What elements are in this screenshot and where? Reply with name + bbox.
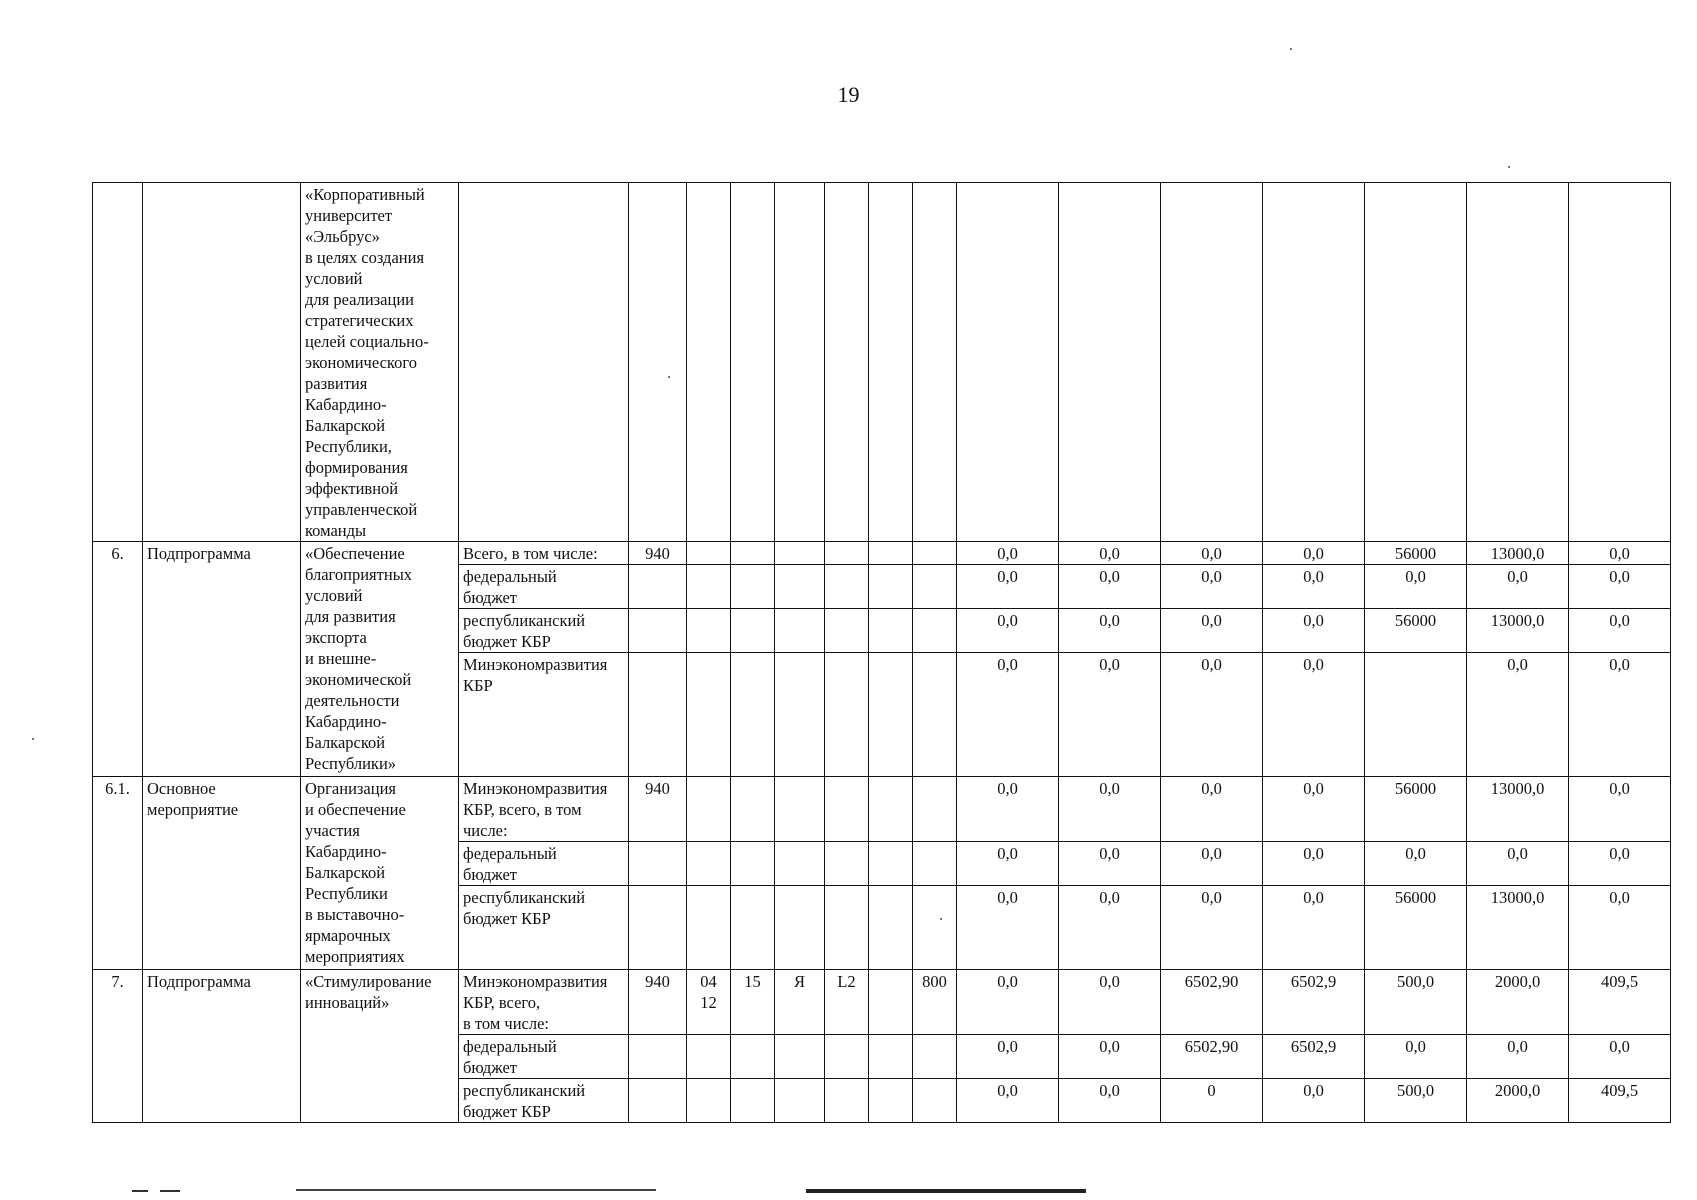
code-program xyxy=(731,886,775,970)
row-number: 6. xyxy=(93,542,143,777)
funding-source: федеральный бюджет xyxy=(459,565,629,609)
value-year-4: 6502,9 xyxy=(1263,1035,1365,1079)
value-year-1: 0,0 xyxy=(957,609,1059,653)
code-section xyxy=(687,653,731,777)
funding-source: федеральный бюджет xyxy=(459,842,629,886)
scan-speck xyxy=(668,376,670,378)
code-extra xyxy=(869,842,913,886)
table-row xyxy=(93,542,1671,565)
budget-table xyxy=(92,182,1671,1123)
code-vr xyxy=(913,183,957,542)
value-year-2: 0,0 xyxy=(1059,565,1161,609)
value-year-3: 0,0 xyxy=(1161,565,1263,609)
funding-source: Минэкономразвития КБР xyxy=(459,653,629,777)
row-name: «Корпоративный университет «Эльбрус» в целях создания условий для реализации стратегических целей социально- экономического развития Кабардино- Балкарской Республики, формирования эффективной управленческой команды xyxy=(301,183,459,542)
scan-speck xyxy=(32,738,34,740)
code-program: 15 xyxy=(731,970,775,1035)
code-grbs xyxy=(629,1079,687,1123)
value-year-6: 2000,0 xyxy=(1467,970,1569,1035)
value-year-4: 0,0 xyxy=(1263,609,1365,653)
row-number xyxy=(93,183,143,542)
value-year-6: 13000,0 xyxy=(1467,886,1569,970)
value-year-1: 0,0 xyxy=(957,842,1059,886)
value-year-1: 0,0 xyxy=(957,653,1059,777)
code-extra xyxy=(869,886,913,970)
code-event xyxy=(825,653,869,777)
value-year-7: 0,0 xyxy=(1569,1035,1671,1079)
code-grbs: 940 xyxy=(629,970,687,1035)
value-year-2: 0,0 xyxy=(1059,1079,1161,1123)
code-event: L2 xyxy=(825,970,869,1035)
code-extra xyxy=(869,542,913,565)
value-year-2: 0,0 xyxy=(1059,542,1161,565)
code-subprogram xyxy=(775,842,825,886)
value-year-7: 0,0 xyxy=(1569,653,1671,777)
value-year-1: 0,0 xyxy=(957,542,1059,565)
table-row xyxy=(93,777,1671,842)
code-grbs xyxy=(629,1035,687,1079)
code-event xyxy=(825,886,869,970)
code-program xyxy=(731,842,775,886)
value-year-5: 56000 xyxy=(1365,777,1467,842)
code-event xyxy=(825,542,869,565)
code-vr xyxy=(913,565,957,609)
value-year-6: 13000,0 xyxy=(1467,542,1569,565)
value-year-3: 0,0 xyxy=(1161,886,1263,970)
code-event xyxy=(825,609,869,653)
value-year-6: 0,0 xyxy=(1467,653,1569,777)
code-event xyxy=(825,777,869,842)
code-program xyxy=(731,653,775,777)
code-section xyxy=(687,609,731,653)
value-year-5: 0,0 xyxy=(1365,1035,1467,1079)
code-vr xyxy=(913,542,957,565)
code-subprogram xyxy=(775,777,825,842)
table-row xyxy=(93,183,1671,542)
value-year-6: 13000,0 xyxy=(1467,609,1569,653)
code-section: 04 12 xyxy=(687,970,731,1035)
code-vr: 800 xyxy=(913,970,957,1035)
value-year-1: 0,0 xyxy=(957,1035,1059,1079)
value-year-4: 6502,9 xyxy=(1263,970,1365,1035)
code-vr xyxy=(913,1079,957,1123)
value-year-1: 0,0 xyxy=(957,970,1059,1035)
row-number: 6.1. xyxy=(93,777,143,970)
value-year-1: 0,0 xyxy=(957,1079,1059,1123)
value-year-5: 500,0 xyxy=(1365,1079,1467,1123)
value-year-1: 0,0 xyxy=(957,777,1059,842)
funding-source: Всего, в том числе: xyxy=(459,542,629,565)
code-subprogram: Я xyxy=(775,970,825,1035)
code-grbs: 940 xyxy=(629,542,687,565)
value-year-5: 0,0 xyxy=(1365,565,1467,609)
code-vr xyxy=(913,886,957,970)
code-grbs xyxy=(629,183,687,542)
code-subprogram xyxy=(775,542,825,565)
code-subprogram xyxy=(775,609,825,653)
code-grbs xyxy=(629,609,687,653)
value-year-7: 0,0 xyxy=(1569,542,1671,565)
value-year-3: 0,0 xyxy=(1161,777,1263,842)
code-vr xyxy=(913,653,957,777)
scan-artifact xyxy=(806,1189,1086,1193)
value-year-2: 0,0 xyxy=(1059,1035,1161,1079)
value-year-7: 409,5 xyxy=(1569,1079,1671,1123)
funding-source: республиканский бюджет КБР xyxy=(459,609,629,653)
funding-source: Минэкономразвития КБР, всего, в том числе: xyxy=(459,970,629,1035)
code-subprogram xyxy=(775,1079,825,1123)
scan-speck xyxy=(940,918,942,920)
value-year-2 xyxy=(1059,183,1161,542)
row-name: «Обеспечение благоприятных условий для развития экспорта и внешне- экономической деятельности Кабардино- Балкарской Республики» xyxy=(301,542,459,777)
funding-source: Минэкономразвития КБР, всего, в том числе: xyxy=(459,777,629,842)
code-program xyxy=(731,183,775,542)
value-year-3: 0,0 xyxy=(1161,542,1263,565)
code-vr xyxy=(913,842,957,886)
value-year-2: 0,0 xyxy=(1059,970,1161,1035)
code-subprogram xyxy=(775,565,825,609)
scan-artifact xyxy=(160,1190,180,1192)
code-vr xyxy=(913,777,957,842)
value-year-5: 0,0 xyxy=(1365,842,1467,886)
code-section xyxy=(687,565,731,609)
value-year-7: 409,5 xyxy=(1569,970,1671,1035)
value-year-1 xyxy=(957,183,1059,542)
code-event xyxy=(825,1035,869,1079)
code-section xyxy=(687,777,731,842)
value-year-2: 0,0 xyxy=(1059,842,1161,886)
value-year-7: 0,0 xyxy=(1569,886,1671,970)
value-year-2: 0,0 xyxy=(1059,653,1161,777)
row-type: Подпрограмма xyxy=(143,542,301,777)
code-event xyxy=(825,842,869,886)
value-year-6: 0,0 xyxy=(1467,1035,1569,1079)
value-year-4: 0,0 xyxy=(1263,842,1365,886)
code-program xyxy=(731,565,775,609)
value-year-3: 0,0 xyxy=(1161,842,1263,886)
code-section xyxy=(687,542,731,565)
code-event xyxy=(825,1079,869,1123)
code-section xyxy=(687,886,731,970)
funding-source xyxy=(459,183,629,542)
value-year-4: 0,0 xyxy=(1263,777,1365,842)
code-grbs xyxy=(629,886,687,970)
value-year-3: 0 xyxy=(1161,1079,1263,1123)
code-subprogram xyxy=(775,653,825,777)
code-section xyxy=(687,842,731,886)
code-subprogram xyxy=(775,886,825,970)
value-year-3: 0,0 xyxy=(1161,653,1263,777)
row-type xyxy=(143,183,301,542)
value-year-5: 56000 xyxy=(1365,886,1467,970)
code-grbs xyxy=(629,842,687,886)
value-year-4 xyxy=(1263,183,1365,542)
row-name: «Стимулирование инноваций» xyxy=(301,970,459,1123)
value-year-6: 0,0 xyxy=(1467,842,1569,886)
code-extra xyxy=(869,565,913,609)
funding-source: республиканский бюджет КБР xyxy=(459,1079,629,1123)
value-year-3: 6502,90 xyxy=(1161,1035,1263,1079)
value-year-5 xyxy=(1365,653,1467,777)
funding-source: федеральный бюджет xyxy=(459,1035,629,1079)
code-grbs xyxy=(629,653,687,777)
table-row xyxy=(93,970,1671,1035)
value-year-2: 0,0 xyxy=(1059,886,1161,970)
value-year-3: 6502,90 xyxy=(1161,970,1263,1035)
code-extra xyxy=(869,653,913,777)
row-name: Организация и обеспечение участия Кабардино- Балкарской Республики в выставочно- ярмарочных мероприятиях xyxy=(301,777,459,970)
code-program xyxy=(731,542,775,565)
value-year-5 xyxy=(1365,183,1467,542)
code-extra xyxy=(869,1035,913,1079)
value-year-5: 56000 xyxy=(1365,609,1467,653)
row-type: Подпрограмма xyxy=(143,970,301,1123)
value-year-2: 0,0 xyxy=(1059,777,1161,842)
code-section xyxy=(687,1035,731,1079)
value-year-3 xyxy=(1161,183,1263,542)
value-year-4: 0,0 xyxy=(1263,542,1365,565)
code-section xyxy=(687,183,731,542)
value-year-7: 0,0 xyxy=(1569,777,1671,842)
code-vr xyxy=(913,1035,957,1079)
value-year-5: 56000 xyxy=(1365,542,1467,565)
code-program xyxy=(731,609,775,653)
value-year-7: 0,0 xyxy=(1569,565,1671,609)
value-year-1: 0,0 xyxy=(957,565,1059,609)
value-year-2: 0,0 xyxy=(1059,609,1161,653)
code-section xyxy=(687,1079,731,1123)
value-year-7: 0,0 xyxy=(1569,842,1671,886)
code-program xyxy=(731,1079,775,1123)
code-event xyxy=(825,565,869,609)
value-year-6: 2000,0 xyxy=(1467,1079,1569,1123)
value-year-4: 0,0 xyxy=(1263,886,1365,970)
row-type: Основное мероприятие xyxy=(143,777,301,970)
scan-speck xyxy=(1290,48,1292,50)
code-extra xyxy=(869,1079,913,1123)
value-year-7 xyxy=(1569,183,1671,542)
value-year-6: 13000,0 xyxy=(1467,777,1569,842)
row-number: 7. xyxy=(93,970,143,1123)
value-year-5: 500,0 xyxy=(1365,970,1467,1035)
code-program xyxy=(731,1035,775,1079)
page-number: 19 xyxy=(837,82,860,107)
code-extra xyxy=(869,609,913,653)
value-year-4: 0,0 xyxy=(1263,1079,1365,1123)
scan-artifact xyxy=(296,1189,656,1191)
value-year-6: 0,0 xyxy=(1467,565,1569,609)
scan-speck xyxy=(1508,166,1510,168)
code-program xyxy=(731,777,775,842)
code-vr xyxy=(913,609,957,653)
scan-artifact xyxy=(132,1190,148,1192)
code-subprogram xyxy=(775,183,825,542)
value-year-4: 0,0 xyxy=(1263,565,1365,609)
value-year-1: 0,0 xyxy=(957,886,1059,970)
value-year-4: 0,0 xyxy=(1263,653,1365,777)
code-subprogram xyxy=(775,1035,825,1079)
value-year-3: 0,0 xyxy=(1161,609,1263,653)
value-year-6 xyxy=(1467,183,1569,542)
code-grbs xyxy=(629,565,687,609)
value-year-7: 0,0 xyxy=(1569,609,1671,653)
code-grbs: 940 xyxy=(629,777,687,842)
code-extra xyxy=(869,970,913,1035)
code-extra xyxy=(869,777,913,842)
code-event xyxy=(825,183,869,542)
funding-source: республиканский бюджет КБР xyxy=(459,886,629,970)
code-extra xyxy=(869,183,913,542)
